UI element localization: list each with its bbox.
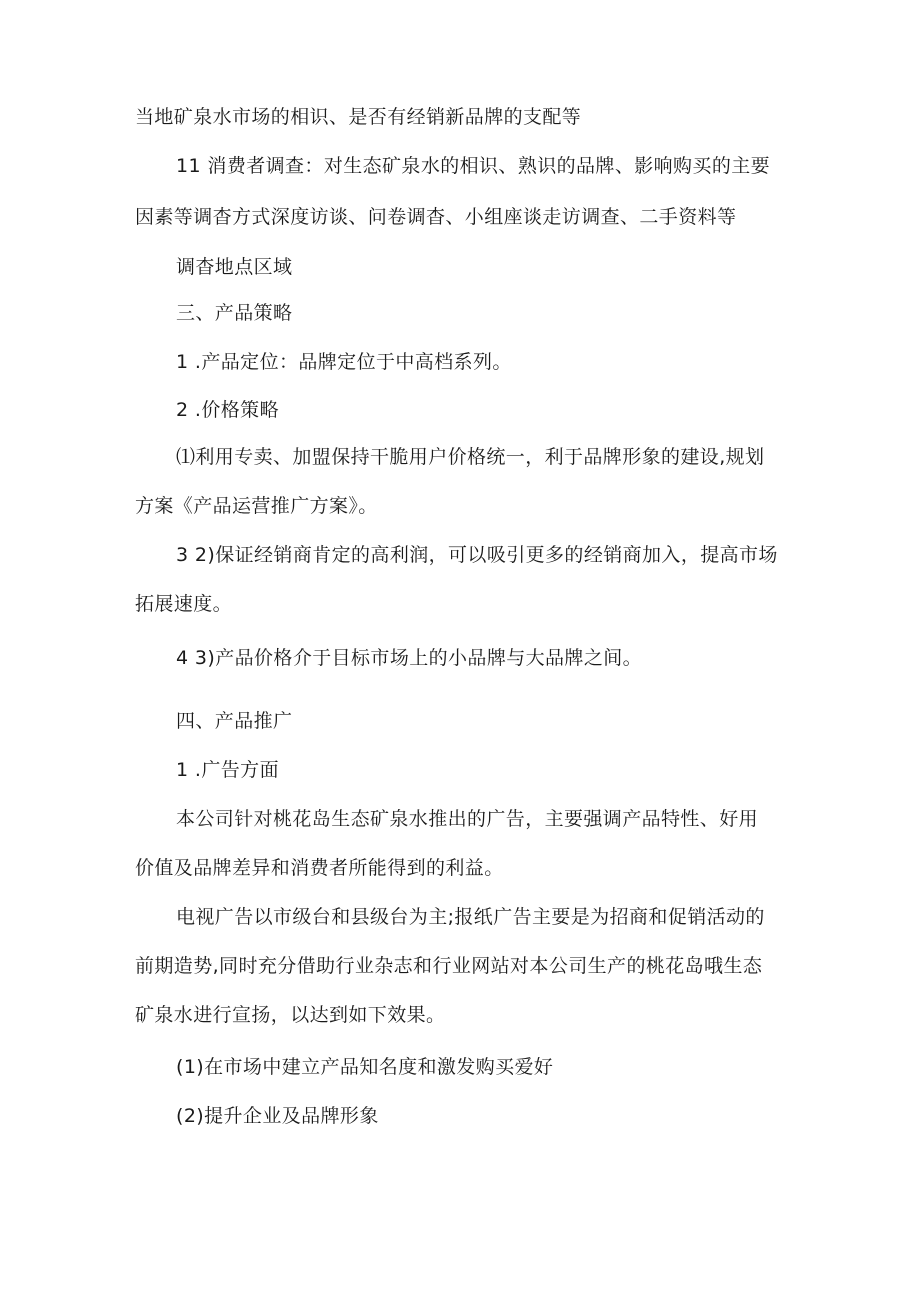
text-line: (2)提升企业及品牌形象 [176, 1105, 379, 1127]
text-line: 2 .价格策略 [176, 399, 279, 421]
section-heading: 四、产品推广 [176, 710, 293, 732]
text-line: ⑴利用专卖、加盟保持干脆用户价格统一，利于品牌形象的建设,规划 [176, 446, 765, 468]
text-line: 4 3)产品价格介于目标市场上的小品牌与大品牌之间。 [176, 647, 643, 669]
text-line: 拓展速度。 [135, 593, 233, 615]
text-line: 调杳地点区域 [176, 256, 293, 278]
text-line: (1)在市场中建立产品知名度和激发购买爱好 [176, 1056, 554, 1078]
section-heading: 三、产品策略 [176, 302, 293, 324]
text-line: 价值及品牌差异和消费者所能得到的利益。 [135, 857, 504, 879]
text-line: 1 .广告方面 [176, 759, 279, 781]
text-line: 电视广告以市级台和县级台为主;报纸广告主要是为招商和促销活动的 [176, 906, 765, 928]
text-line: 矿泉水进行宣扬，以达到如下效果。 [135, 1004, 446, 1026]
text-line: 11 消费者调查：对生态矿泉水的相识、熟识的品牌、影响购买的主要 [176, 155, 771, 177]
text-line: 因素等调杳方式深度访谈、问卷调杳、小组座谈走访调查、二手资料等 [135, 206, 737, 228]
text-line: 本公司针对桃花岛生态矿泉水推出的广告，主要强调产品特性、好用 [176, 808, 759, 830]
text-line: 前期造势,同时充分借助行业杂志和行业网站对本公司生产的桃花岛哦生态 [135, 955, 763, 977]
text-line: 方案《产品运营推广方案》。 [135, 495, 378, 517]
text-line: 当地矿泉水市场的相识、是否有经销新品牌的支配等 [135, 106, 582, 128]
text-line: 1 .产品定位：品牌定位于中高档系列。 [176, 351, 512, 373]
text-line: 3 2)保证经销商肯定的高利润，可以吸引更多的经销商加入，提高市场 [176, 544, 778, 566]
